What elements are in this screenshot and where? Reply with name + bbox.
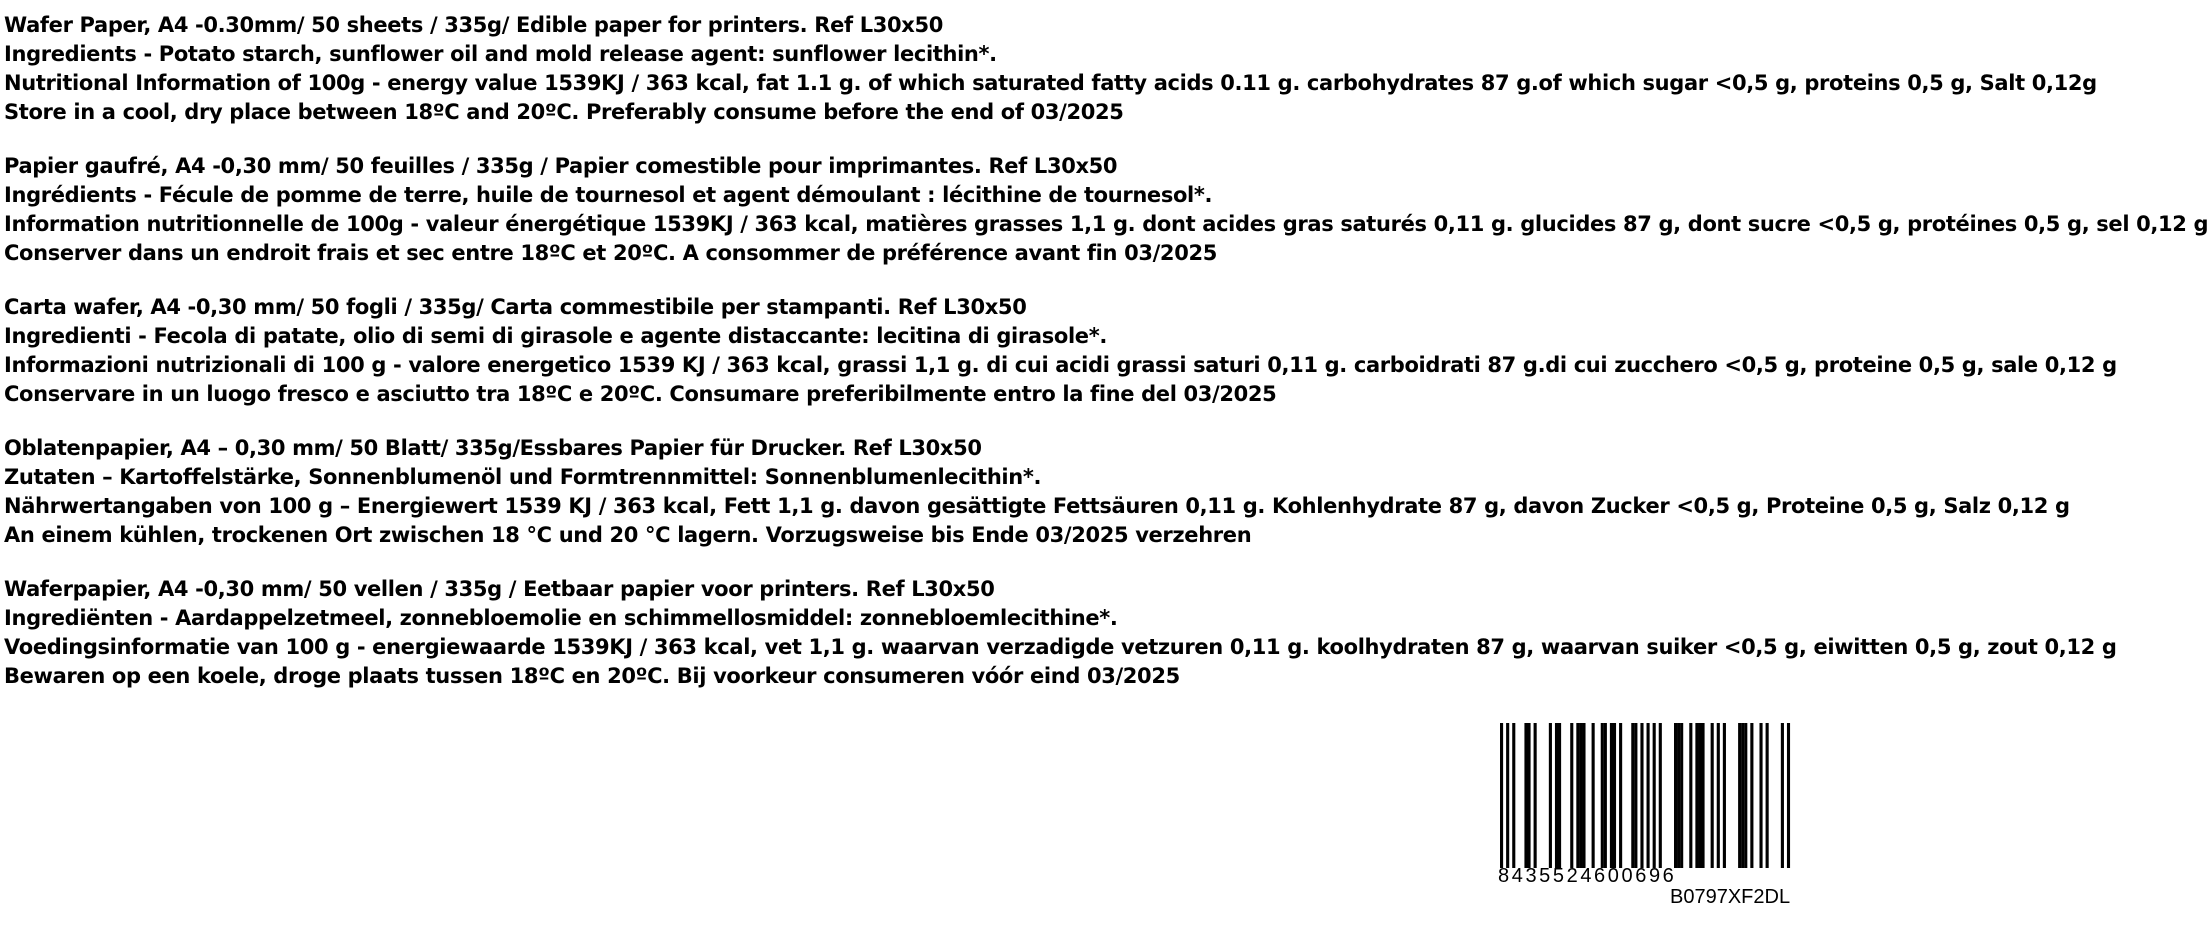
barcode-bar-6 — [1549, 723, 1552, 868]
label-block-italian — [4, 293, 2117, 409]
barcode-bar-7 — [1555, 723, 1558, 868]
barcode-bar-0 — [1500, 723, 1503, 868]
storage-info-it: Conservare in un luogo fresco e asciutto tra 18ºC e 20ºC. Consumare preferibilmente entro la fine del 03/2025 — [4, 382, 1277, 406]
nutrition-info-de: Nährwertangaben von 100 g – Energiewert 1539 KJ / 363 kcal, Fett 1,1 g. davon gesättigte Fettsäuren 0,11 g. Kohlenhydrate 87 g, davon Zucker <0,5 g, Proteine 0,5 g, Salz 0,12 g — [4, 494, 2070, 518]
barcode-bar-8 — [1558, 723, 1561, 868]
label-block-english — [4, 11, 2097, 127]
barcode-bar-34 — [1723, 723, 1726, 868]
barcode-bar-13 — [1592, 723, 1595, 868]
barcode-bar-5 — [1534, 723, 1537, 868]
nutrition-info-it: Informazioni nutrizionali di 100 g - valore energetico 1539 KJ / 363 kcal, grassi 1,1 g. di cui acidi grassi saturi 0,11 g. carboidrati 87 g.di cui zucchero <0,5 g, proteine 0,5 g, sale 0,12 g — [4, 353, 2117, 377]
product-title-fr: Papier gaufré, A4 -0,30 mm/ 50 feuilles / 335g / Papier comestible pour imprimantes. Ref L30x50 — [4, 154, 1118, 178]
barcode-bar-40 — [1766, 723, 1769, 868]
barcode-bar-37 — [1744, 723, 1747, 868]
barcode-bar-21 — [1640, 723, 1643, 868]
barcode-bar-12 — [1582, 723, 1585, 868]
storage-info-fr: Conserver dans un endroit frais et sec entre 18ºC et 20ºC. A consommer de préférence avant fin 03/2025 — [4, 241, 1217, 265]
storage-info-en: Store in a cool, dry place between 18ºC and 20ºC. Preferably consume before the end of 03/2025 — [4, 100, 1124, 124]
barcode-bar-4 — [1527, 723, 1530, 868]
barcode-bar-14 — [1601, 723, 1604, 868]
ingredients-nl: Ingrediënten - Aardappelzetmeel, zonnebloemolie en schimmellosmiddel: zonnebloemlecithine*. — [4, 606, 1118, 630]
barcode-bar-35 — [1738, 723, 1741, 868]
barcode-bar-11 — [1579, 723, 1582, 868]
barcode-bar-16 — [1610, 723, 1613, 868]
barcode-bar-42 — [1787, 723, 1790, 868]
barcode-bar-39 — [1759, 723, 1762, 868]
barcode-bar-30 — [1698, 723, 1701, 868]
barcode-bar-27 — [1680, 723, 1683, 868]
barcode-bars — [1500, 723, 1790, 868]
barcode-bar-25 — [1674, 723, 1677, 868]
nutrition-info-nl: Voedingsinformatie van 100 g - energiewaarde 1539KJ / 363 kcal, vet 1,1 g. waarvan verzadigde vetzuren 0,11 g. koolhydraten 87 g, waarvan suiker <0,5 g, eiwitten 0,5 g, zout 0,12 g — [4, 635, 2117, 659]
barcode-bar-3 — [1524, 723, 1527, 868]
barcode-bar-36 — [1741, 723, 1744, 868]
barcode-bar-26 — [1677, 723, 1680, 868]
barcode-bar-9 — [1570, 723, 1573, 868]
barcode-bar-10 — [1576, 723, 1579, 868]
nutrition-info-en: Nutritional Information of 100g - energy value 1539KJ / 363 kcal, fat 1.1 g. of which saturated fatty acids 0.11 g. carbohydrates 87 g.of which sugar <0,5 g, proteins 0,5 g, Salt 0,12g — [4, 71, 2097, 95]
nutrition-info-fr: Information nutritionnelle de 100g - valeur énergétique 1539KJ / 363 kcal, matières grasses 1,1 g. dont acides gras saturés 0,11 g. glucides 87 g, dont sucre <0,5 g, protéines 0,5 g, sel 0,12 g — [4, 212, 2208, 236]
product-title-en: Wafer Paper, A4 -0.30mm/ 50 sheets / 335g/ Edible paper for printers. Ref L30x50 — [4, 13, 943, 37]
storage-info-nl: Bewaren op een koele, droge plaats tussen 18ºC en 20ºC. Bij voorkeur consumeren vóór eind 03/2025 — [4, 664, 1180, 688]
storage-info-de: An einem kühlen, trockenen Ort zwischen 18 °C und 20 °C lagern. Vorzugsweise bis Ende 03/2025 verzehren — [4, 523, 1252, 547]
barcode-number: 8435524600696 — [1498, 865, 1677, 887]
barcode-bar-29 — [1695, 723, 1698, 868]
barcode-bar-19 — [1631, 723, 1634, 868]
label-block-dutch — [4, 575, 2117, 691]
asin-code: B0797XF2DL — [1670, 886, 1791, 908]
barcode-bar-18 — [1619, 723, 1622, 868]
barcode-bar-28 — [1689, 723, 1692, 868]
product-title-it: Carta wafer, A4 -0,30 mm/ 50 fogli / 335g/ Carta commestibile per stampanti. Ref L30x50 — [4, 295, 1027, 319]
ingredients-en: Ingredients - Potato starch, sunflower oil and mold release agent: sunflower lecithin*. — [4, 42, 997, 66]
barcode-bar-17 — [1613, 723, 1616, 868]
label-block-german — [4, 434, 2070, 550]
barcode-bar-1 — [1506, 723, 1509, 868]
barcode-bar-24 — [1659, 723, 1662, 868]
barcode-bar-32 — [1711, 723, 1714, 868]
barcode-bar-31 — [1701, 723, 1704, 868]
product-title-nl: Waferpapier, A4 -0,30 mm/ 50 vellen / 335g / Eetbaar papier voor printers. Ref L30x50 — [4, 577, 995, 601]
ean-barcode — [1498, 723, 1798, 923]
barcode-bar-22 — [1647, 723, 1650, 868]
barcode-bar-20 — [1634, 723, 1637, 868]
ingredients-it: Ingredienti - Fecola di patate, olio di semi di girasole e agente distaccante: lecitina di girasole*. — [4, 324, 1107, 348]
barcode-bar-41 — [1781, 723, 1784, 868]
ingredients-fr: Ingrédients - Fécule de pomme de terre, huile de tournesol et agent démoulant : lécithine de tournesol*. — [4, 183, 1213, 207]
barcode-bar-33 — [1717, 723, 1720, 868]
product-title-de: Oblatenpapier, A4 – 0,30 mm/ 50 Blatt/ 335g/Essbares Papier für Drucker. Ref L30x50 — [4, 436, 982, 460]
barcode-bar-2 — [1512, 723, 1515, 868]
barcode-bar-38 — [1750, 723, 1753, 868]
barcode-bar-23 — [1653, 723, 1656, 868]
label-block-french — [4, 152, 2208, 268]
ingredients-de: Zutaten – Kartoffelstärke, Sonnenblumenöl und Formtrennmittel: Sonnenblumenlecithin*. — [4, 465, 1042, 489]
barcode-bar-15 — [1604, 723, 1607, 868]
